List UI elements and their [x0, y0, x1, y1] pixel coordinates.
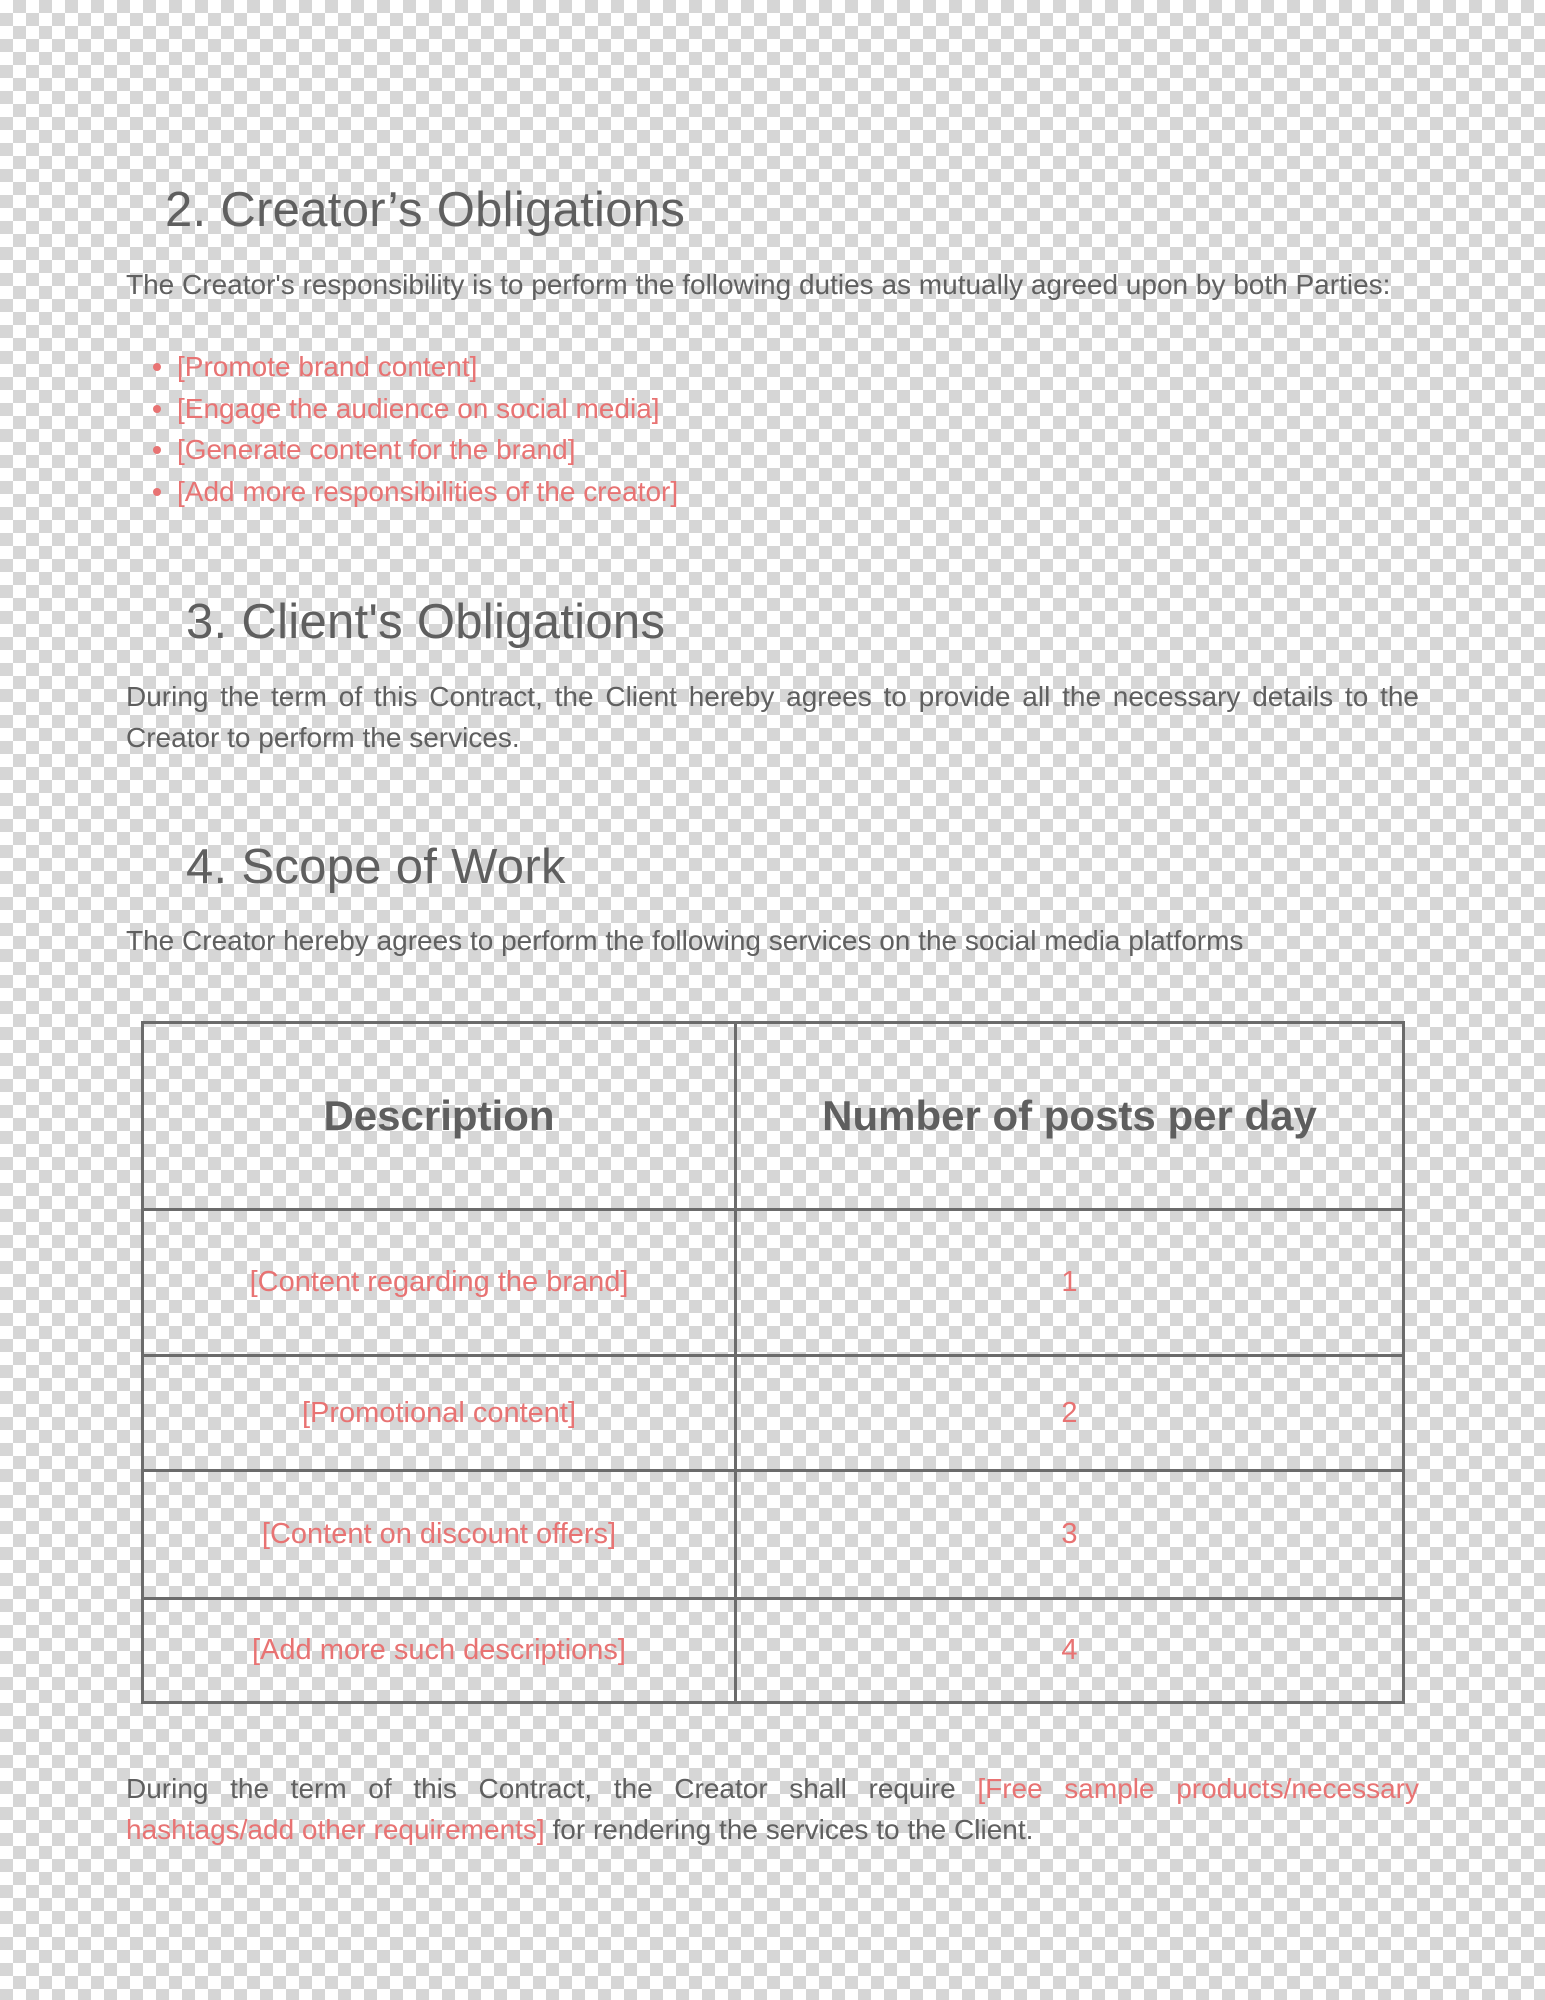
section-3-body: During the term of this Contract, the Client hereby agrees to provide all the necessary details to the Creator to perform the services.	[126, 681, 1419, 753]
description-cell: [Add more such descriptions]	[143, 1599, 736, 1703]
description-cell: [Promotional content]	[143, 1356, 736, 1471]
table-row	[143, 1210, 1404, 1356]
closing-text-after: for rendering the services to the Client.	[544, 1814, 1034, 1845]
posts-count-cell: 1	[736, 1210, 1404, 1356]
table-row	[143, 1356, 1404, 1471]
list-item: [Promote brand content]	[126, 346, 678, 388]
requirements-placeholder: [Free sample products/necessary hashtags/add other requirements]	[126, 1773, 1419, 1845]
description-column-header: Description	[143, 1023, 736, 1210]
table-row	[143, 1471, 1404, 1599]
section-2-intro: The Creator's responsibility is to perform the following duties as mutually agreed upon by both Parties:	[126, 269, 1391, 300]
table-header-row	[143, 1023, 1404, 1210]
posts-count-cell: 4	[736, 1599, 1404, 1703]
list-item: [Add more responsibilities of the creator]	[126, 471, 678, 513]
closing-text-before: During the term of this Contract, the Creator shall require	[126, 1773, 978, 1804]
section-4-closing	[126, 1768, 1419, 1850]
section-4-heading: 4. Scope of Work	[186, 840, 566, 894]
table-row	[143, 1599, 1404, 1703]
list-item: [Generate content for the brand]	[126, 429, 678, 471]
posts-count-cell: 2	[736, 1356, 1404, 1471]
section-3-heading: 3. Client's Obligations	[186, 595, 666, 649]
section-2-heading: 2. Creator’s Obligations	[165, 183, 686, 237]
description-cell: [Content regarding the brand]	[143, 1210, 736, 1356]
posts-count-cell: 3	[736, 1471, 1404, 1599]
section-4-intro: The Creator hereby agrees to perform the following services on the social media platforms	[126, 925, 1244, 956]
posts-per-day-column-header: Number of posts per day	[736, 1023, 1404, 1210]
scope-of-work-table	[141, 1021, 1405, 1704]
description-cell: [Content on discount offers]	[143, 1471, 736, 1599]
creator-duties-list	[126, 346, 678, 512]
list-item: [Engage the audience on social media]	[126, 388, 678, 430]
